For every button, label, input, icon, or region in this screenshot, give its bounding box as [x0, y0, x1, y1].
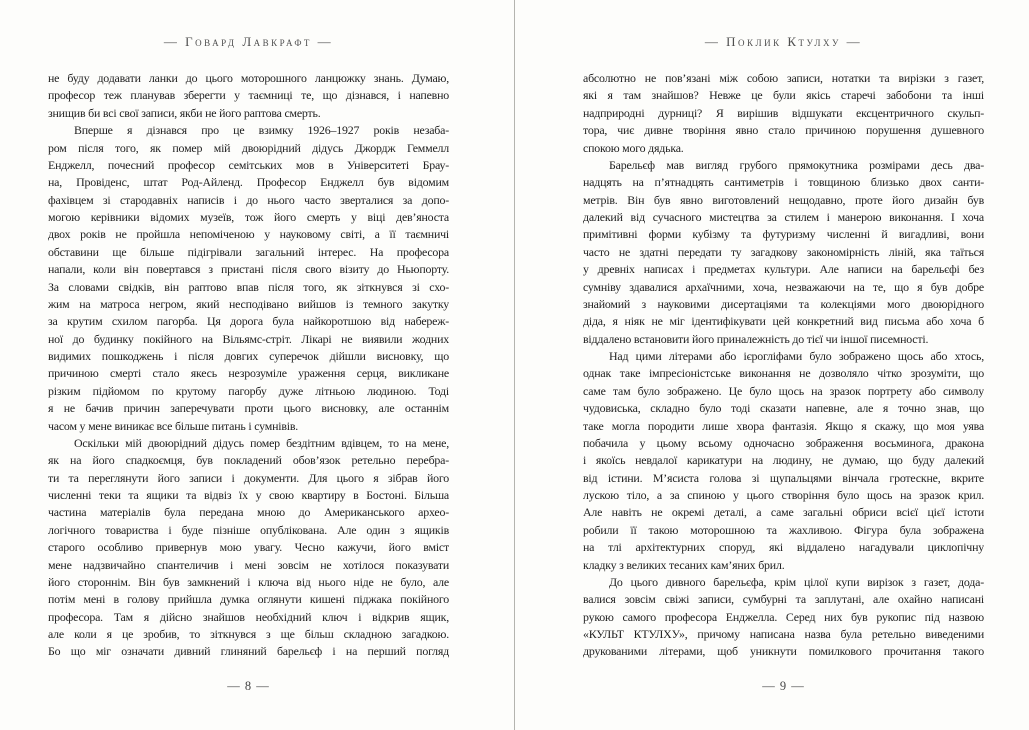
text-line: робили її такою моторошною та жахливою. Фігура була зображена — [583, 522, 984, 537]
left-page-body — [48, 70, 449, 661]
text-line: абсолютно не пов’язані між собою записи, нотатки та вирізки з газет, — [583, 71, 984, 85]
right-page-running-head: — Поклик Ктулху — — [704, 34, 863, 49]
text-line: на, Провіденс, штат Род-Айленд. Професор Енджелл був відомим — [48, 175, 449, 190]
left-page-running-head: — Говард Лавкрафт — — [163, 34, 334, 49]
text-line: мене надзвичайно спантеличив і мені зовсім не хотілося показувати — [48, 557, 449, 572]
text-line: Барельєф мав вигляд грубого прямокутника розмірами десь два- — [609, 157, 984, 172]
text-line: Над цими літерами або ієрогліфами було зображено щось або хтось, — [609, 349, 984, 363]
text-line: сумніву здавалися архаїчними, хоча, незважаючи на те, що я був добре — [583, 279, 984, 294]
text-line: потім мені в голову прийшла думка оглянути кишені піджака покійного — [48, 592, 449, 607]
right-page-body — [583, 70, 984, 661]
text-line: кладку з великих тесаних кам’яних брил. — [583, 557, 785, 572]
text-line: метрів. Він був явно виготовлений нещодавно, проте його дизайн був — [583, 192, 984, 207]
text-line: різким підйомом по крутому пагорбу дуже літньою людиною. Тоді — [48, 383, 449, 398]
text-line: чудовиська, складно було тоді сказати напевне, але я точно знав, що — [583, 401, 984, 416]
text-line: від істини. М’ясиста голова зі щупальцями вінчала гротескне, вкрите — [583, 470, 984, 485]
text-line: обставини ще більше підігрівали загальний інтерес. На професора — [48, 244, 449, 259]
text-line: надприродні дурниці? Я вирішив відшукати ексцентричного скульп- — [583, 105, 984, 120]
text-line: логічного товариства і буде пізніше опублікована. Але один з ящиків — [48, 522, 449, 537]
text-line: часом у мене виникає все більше питань і сумнівів. — [48, 418, 299, 433]
text-line: лускою тіло, а за спиною у цього створіння було щось на зразок крил. — [583, 488, 984, 502]
text-line: могою керівники відомих музеїв, тож його смерть у віці дев’яноста — [48, 210, 449, 224]
text-line: жим на матроса негром, який несподівано вийшов із темного закутку — [48, 296, 449, 311]
text-line: фахівцем зі стародавніх написів і до нього часто зверталися за допо- — [48, 192, 449, 207]
text-line: його стороннім. Він був замкнений і ключа від нього ніде не було, але — [48, 574, 449, 589]
text-line: як на його спадкоємця, був покладений обов’язок ретельно перебра- — [48, 453, 449, 468]
text-line: За словами свідків, він раптово впав після того, як зіткнувся зі схо- — [48, 279, 449, 294]
page-gutter-divider — [514, 0, 515, 730]
text-line: які я там знайшов? Невже це були якісь старечі забобони та інші — [583, 88, 984, 103]
right-page-number: — 9 — — [762, 679, 805, 693]
text-line: часто не здатні передати ту загадкову закономірність ліній, яка таїться — [583, 244, 984, 259]
left-page-number: — 8 — — [227, 679, 270, 693]
text-line: на тлі архітектурних споруд, які віддалено нагадували циклопічну — [583, 540, 984, 555]
text-line: До цього дивного барельєфа, крім цілої купи вирізок з газет, дода- — [609, 574, 984, 589]
text-line: діда, я ніяк не міг ідентифікувати цей конкретний вид письма або хоча б — [583, 314, 984, 329]
text-line: ром після того, як помер мій двоюрідний дідусь Джордж Геммелл — [48, 140, 449, 155]
text-line: однак таке імпресіоністське виконання не дозволяло чітко зрозуміти, що — [583, 366, 984, 381]
text-line: тора, чиє дивне творіння явно стало причиною порушення душевного — [583, 123, 984, 138]
text-line: далекий від сучасного мистецтва за стилем і манерою виконання. І хоча — [583, 210, 984, 224]
text-line: двох років не пройшла непоміченою у науковому світі, а її таємничі — [48, 227, 449, 242]
text-line: ної до будинку покійного на Вільямс-стріт. Лікарі не виявили жодних — [48, 331, 449, 346]
text-line: спокою мого дядька. — [583, 140, 684, 155]
text-line: валися зовсім свіжі записи, сумбурні та заплутані, але охайно написані — [583, 592, 984, 607]
text-line: знищив би всі свої записи, якби не його раптова смерть. — [48, 105, 321, 120]
text-line: надцять на п’ятнадцять сантиметрів і товщиною близько двох санти- — [583, 175, 984, 190]
text-line: старого особливо привернув мою увагу. Чесно кажучи, його вміст — [48, 540, 449, 555]
text-line: але коли я це зробив, то зіткнувся з ще більш складною загадкою. — [48, 627, 449, 641]
text-line: видимих пошкоджень і після довгих суперечок дійшли висновку, що — [48, 349, 449, 363]
text-line: примітивні форми кубізму та футуризму численні й вигадливі, вони — [583, 227, 984, 242]
text-line: саме там було зображено. Це було щось на зразок портрету або символу — [583, 383, 984, 398]
text-line: віддалено встановити його приналежність до тієї чи іншої писемності. — [583, 331, 929, 346]
text-line: Оскільки мій двоюрідний дідусь помер бездітним вдівцем, то на мене, — [74, 435, 449, 450]
text-line: напали, коли він повертався з пристані після свого візиту до Ньюпорту. — [48, 262, 449, 277]
text-line: за крутим схилом пагорба. Ця дорога була найкоротшою від набереж- — [48, 314, 449, 329]
text-line: не буду додавати ланки до цього моторошного ланцюжку знань. Думаю, — [48, 71, 449, 85]
text-line: побачила у цьому всьому одночасно зображення восьминога, дракона — [583, 435, 984, 450]
text-line: «КУЛЬТ КТУЛХУ», причому написана назва була ретельно виведеними — [583, 627, 984, 641]
text-line: ти та переглянути його записи і документи. Для цього я зібрав його — [48, 470, 449, 485]
text-line: Енджелл, почесний професор семітських мов в Університеті Брау- — [48, 157, 449, 172]
text-line: професор теж планував зберегти у таємниці те, що дізнався, і напевно — [48, 88, 449, 103]
text-line: рукою самого професора Енджелла. Серед них був рукопис під назвою — [583, 609, 984, 624]
text-line: Але навіть не окремі деталі, а саме загальні обриси всієї цієї істоти — [583, 505, 984, 520]
text-line: Бо що міг означати дивний глиняний барельєф і на перший погляд — [48, 644, 449, 659]
text-line: друкованими літерами, щоб уникнути помилкового прочитання такого — [583, 644, 984, 659]
text-line: численні теки та ящики та відвіз їх у свою квартиру в Бостоні. Більша — [48, 488, 449, 502]
text-line: професора. Там я дійсно знайшов необхідний ключ і відкрив ящик, — [48, 609, 449, 624]
text-line: частина матеріалів була передана мною до Американського архео- — [48, 505, 449, 520]
text-line: у древніх написах і предметах культури. Але написи на барельєфі без — [583, 262, 984, 277]
text-line: таке могла породити лише хвора фантазія. Якщо я скажу, що моя уява — [583, 418, 984, 433]
text-line: і якоїсь невдалої карикатури на людину, не думаю, що буду далекий — [583, 453, 984, 468]
text-line: причиною смерті стало якесь незрозуміле ураження серця, викликане — [48, 366, 449, 381]
right-page — [583, 0, 984, 730]
text-line: Вперше я дізнався про це взимку 1926–1927 років незаба- — [74, 123, 449, 138]
text-line: я не бачив причин заперечувати проти цього висновку, але останнім — [48, 401, 449, 416]
text-line: знайомий з науковими дисертаціями та колекціями мого двоюрідного — [583, 296, 984, 311]
left-page — [48, 0, 449, 730]
